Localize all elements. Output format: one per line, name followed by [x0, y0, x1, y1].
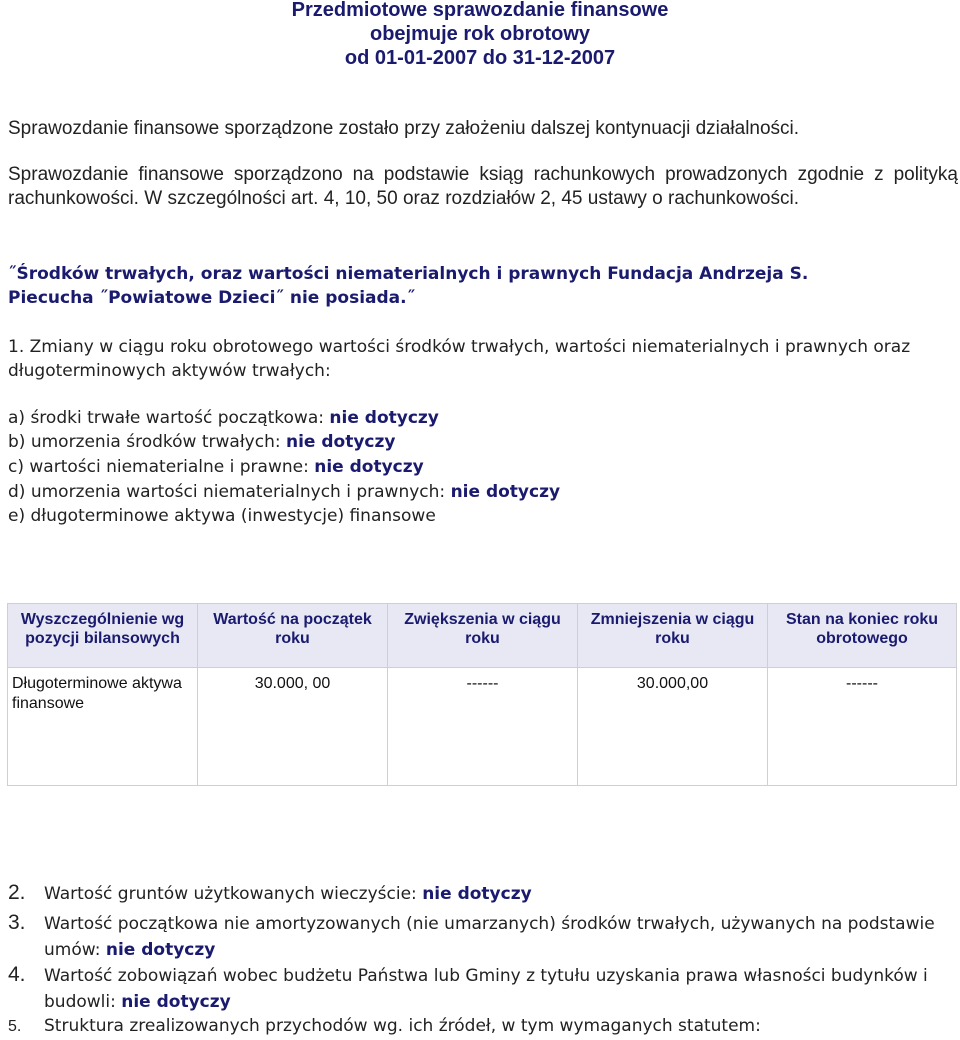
- cell-opening-value: 30.000, 00: [198, 668, 388, 786]
- item-a-label: a) środki trwałe wartość początkowa:: [8, 408, 330, 428]
- column-header-item: Wyszczególnienie wg pozycji bilansowych: [8, 604, 198, 668]
- list-item-2-number: 2.: [8, 881, 26, 904]
- item-d-value: nie dotyczy: [450, 482, 561, 502]
- item-d: [8, 480, 560, 504]
- item-b-value: nie dotyczy: [286, 432, 396, 452]
- cell-closing-balance: ------: [768, 668, 957, 786]
- item-b-label: b) umorzenia środków trwałych:: [8, 432, 286, 452]
- list-item-3: [8, 910, 948, 963]
- list-item-5-number: 5.: [8, 1018, 22, 1035]
- item-c: [8, 455, 424, 479]
- item-c-label: c) wartości niematerialne i prawne:: [8, 457, 315, 477]
- cell-item: Długoterminowe aktywa finansowe: [8, 668, 198, 786]
- column-header-closing-balance: Stan na koniec roku obrotowego: [768, 604, 957, 668]
- item-a-value: nie dotyczy: [329, 408, 439, 428]
- point-1-description: 1. Zmiany w ciągu roku obrotowego wartości środków trwałych, wartości niematerialnych i prawnych oraz długoterminowych aktywów trwałych:: [8, 337, 911, 381]
- list-item-3-number: 3.: [8, 911, 26, 934]
- fixed-assets-statement-line-1: ˝Środków trwałych, oraz wartości niematerialnych i prawnych Fundacja Andrzeja S.: [8, 264, 809, 284]
- report-period: od 01-01-2007 do 31-12-2007: [344, 47, 616, 69]
- report-title-line-2: obejmuje rok obrotowy: [369, 23, 591, 45]
- list-item-2: [8, 880, 948, 907]
- going-concern-paragraph: Sprawozdanie finansowe sporządzone zostało przy założeniu dalszej kontynuacji działalności.: [8, 118, 800, 139]
- list-item-2-text: Wartość gruntów użytkowanych wieczyście:: [44, 884, 423, 904]
- financial-assets-table: [7, 603, 957, 786]
- column-header-decreases: Zmniejszenia w ciągu roku: [578, 604, 768, 668]
- item-d-label: d) umorzenia wartości niematerialnych i prawnych:: [8, 482, 451, 502]
- table-header-row: [8, 604, 957, 668]
- list-item-3-text: Wartość początkowa nie amortyzowanych (nie umarzanych) środków trwałych, używanych na podstawie umów:: [44, 914, 935, 960]
- list-item-5-text: Struktura zrealizowanych przychodów wg. ich źródeł, w tym wymaganych statutem:: [44, 1016, 761, 1036]
- item-b: [8, 430, 396, 454]
- fixed-assets-statement-line-2: Piecucha ˝Powiatowe Dzieci˝ nie posiada.˝: [8, 288, 416, 308]
- report-title-line-1: Przedmiotowe sprawozdanie finansowe: [291, 0, 669, 21]
- list-item-2-value: nie dotyczy: [422, 884, 532, 904]
- list-item-4-text: Wartość zobowiązań wobec budżetu Państwa lub Gminy z tytułu uzyskania prawa własności budynków i budowli:: [44, 966, 928, 1012]
- cell-decreases: 30.000,00: [578, 668, 768, 786]
- item-e: [8, 504, 436, 528]
- list-item-4-value: nie dotyczy: [121, 992, 231, 1012]
- list-item-5: [8, 1013, 948, 1040]
- item-e-label: e) długoterminowe aktywa (inwestycje) finansowe: [8, 506, 436, 526]
- accounting-basis-paragraph: Sprawozdanie finansowe sporządzono na podstawie ksiąg rachunkowych prowadzonych zgodnie z polityką rachunkowości. W szczególności art. 4, 10, 50 oraz rozdziałów 2, 45 ustawy o rachunkowości.: [8, 164, 958, 209]
- column-header-increases: Zwiększenia w ciągu roku: [388, 604, 578, 668]
- item-a: [8, 406, 439, 430]
- item-c-value: nie dotyczy: [314, 457, 424, 477]
- cell-increases: ------: [388, 668, 578, 786]
- table-row: [8, 668, 957, 786]
- list-item-3-value: nie dotyczy: [105, 940, 216, 960]
- column-header-opening-value: Wartość na początek roku: [198, 604, 388, 668]
- list-item-4-number: 4.: [8, 963, 26, 986]
- list-item-4: [8, 962, 958, 1015]
